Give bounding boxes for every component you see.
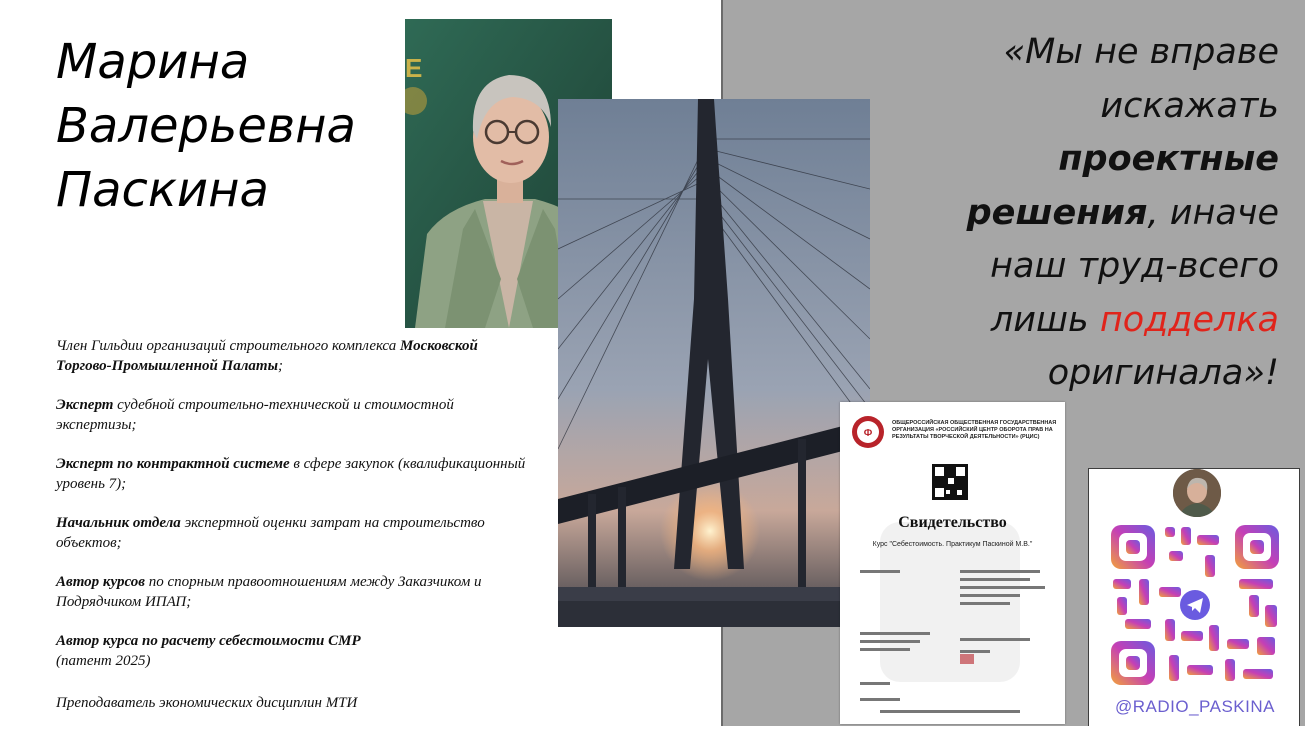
quote-line: проектные xyxy=(1058,139,1279,179)
certificate-watermark xyxy=(840,402,1065,724)
bio-list xyxy=(56,336,526,732)
quote-line: оригинала»! xyxy=(1047,353,1279,393)
bio-item: Начальник отдела экспертной оценки затрат на строительство объектов; xyxy=(56,515,485,551)
bridge-photo xyxy=(558,99,870,627)
bridge-image xyxy=(558,99,870,627)
certificate-qr-icon xyxy=(932,464,968,500)
bio-item: Автор курсов по спорным правоотношениям между Заказчиком и Подрядчиком ИПАП; xyxy=(56,574,482,610)
svg-text:Ф: Ф xyxy=(863,428,873,439)
svg-text:E: E xyxy=(405,53,423,83)
bio-item: Член Гильдии организаций строительного комплекса Московской Торгово-Промышленной Палаты; xyxy=(56,338,478,374)
telegram-qr-card[interactable] xyxy=(1088,468,1300,726)
avatar xyxy=(1171,468,1223,519)
certificate-title: Свидетельство xyxy=(898,514,1007,531)
quote-line: лишь подделка xyxy=(990,299,1279,340)
quote-line: решения, иначе xyxy=(966,192,1279,233)
bio-item: Эксперт по контрактной системе в сфере закупок (квалификационный уровень 7); xyxy=(56,456,526,492)
emblem-icon xyxy=(852,416,884,448)
name-line-surname: Паскина xyxy=(56,162,269,218)
telegram-handle[interactable]: @RADIO_PASKINA xyxy=(1115,697,1275,716)
quote-line: искажать xyxy=(1100,85,1279,126)
quote-block xyxy=(925,26,1279,401)
bio-item: Преподаватель экономических дисциплин МТИ xyxy=(56,695,358,711)
certificate xyxy=(840,402,1065,724)
certificate-org: ОБЩЕРОССИЙСКАЯ ОБЩЕСТВЕННАЯ ГОСУДАРСТВЕННАЯ ОРГАНИЗАЦИЯ «РОССИЙСКИЙ ЦЕНТР ОБОРОТА ПРАВ НА РЕЗУЛЬТАТЫ ТВОРЧЕСКОЙ ДЕЯТЕЛЬНОСТИ» (РЦИС) xyxy=(892,420,1057,440)
certificate-course: Курс "Себестоимость. Практикум Паскиной М.В." xyxy=(872,541,1033,548)
person-name xyxy=(56,30,356,222)
bio-item: Эксперт судебной строительно-технической и стоимостной экспертизы; xyxy=(56,397,454,433)
quote-line: «Мы не вправе xyxy=(1003,32,1279,72)
bio-item: Автор курса по расчету себестоимости СМР (патент 2025) xyxy=(56,633,361,669)
quote-line: наш труд-всего xyxy=(990,246,1279,286)
name-line-first: Марина xyxy=(56,34,250,90)
name-line-patronymic: Валерьевна xyxy=(56,98,356,154)
telegram-icon xyxy=(1180,590,1210,620)
